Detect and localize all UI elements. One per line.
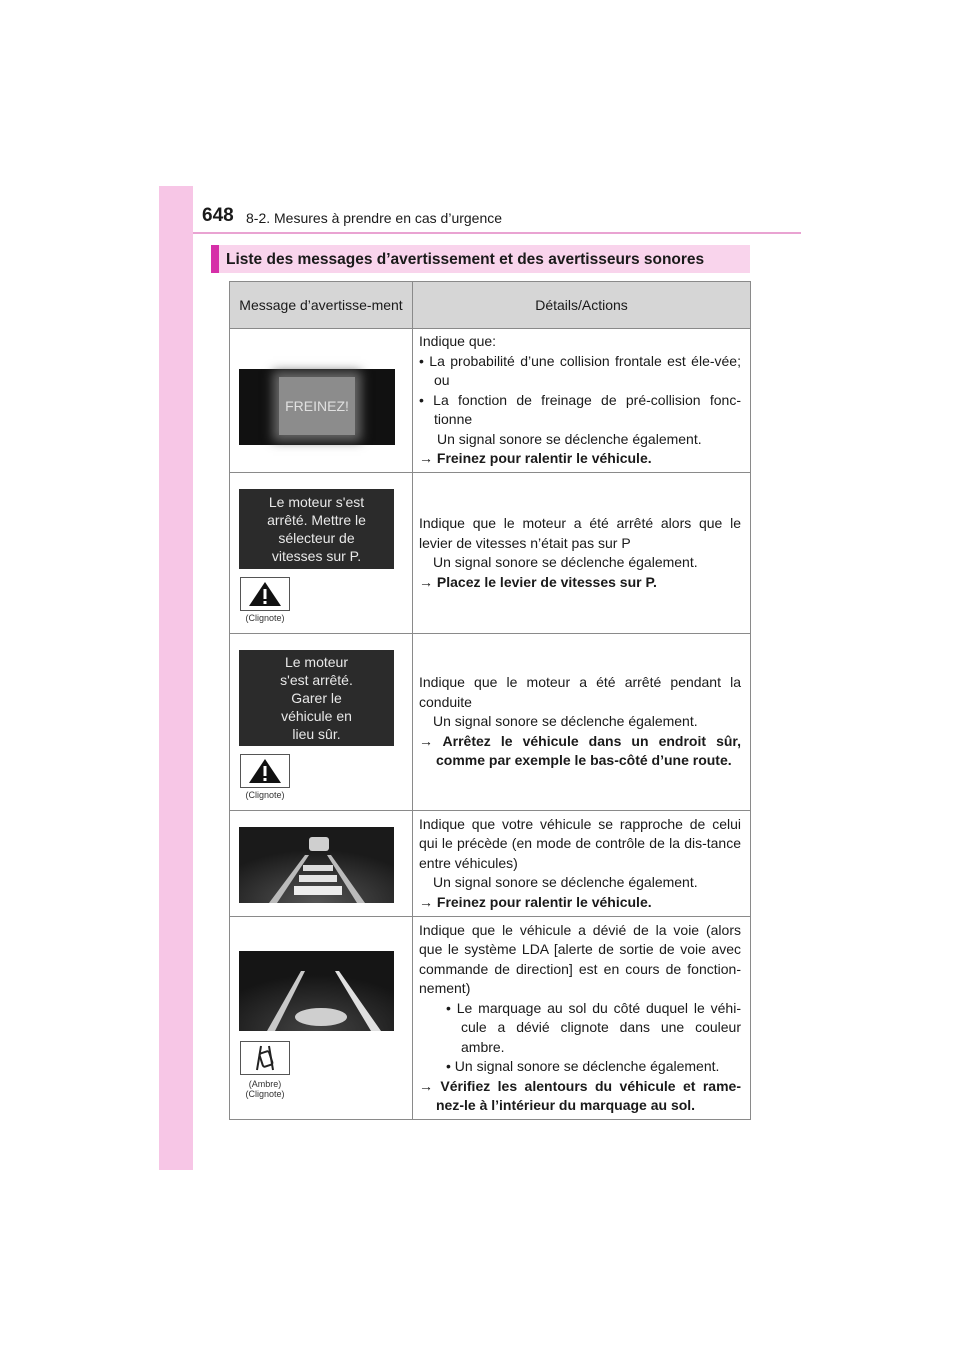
detail-sound: Un signal sonore se déclenche également. [433, 713, 698, 730]
detail-sound: Un signal sonore se déclenche également. [433, 874, 698, 891]
lane-departure-indicator-icon [240, 1041, 290, 1075]
details-cell [413, 811, 751, 917]
col-header-message: Message d’avertisse-ment [230, 282, 413, 329]
message-cell [230, 473, 413, 634]
detail-action: → Vérifiez les alentours du véhicule et rame-nez-le à l’intérieur du marquage au sol. [419, 1077, 741, 1113]
banner-accent [211, 245, 219, 273]
details-cell [413, 473, 751, 634]
display-message: Le moteur s'est arrêté. Mettre le sélecteur de vitesses sur P. [267, 494, 366, 564]
detail-intro: Indique que le véhicule a dévié de la voie (alors que le système LDA [alerte de sortie de voie avec commande de direction] est en cours de fonction-nement) [419, 921, 741, 996]
blink-caption: (Clignote) [245, 1089, 285, 1099]
detail-action: → Freinez pour ralentir le véhicule. [419, 893, 652, 910]
warning-table [229, 281, 751, 1120]
lane-departure-icon [239, 951, 394, 1031]
details-cell [413, 329, 751, 473]
table-row [230, 917, 751, 1120]
detail-bullet: • La probabilité d’une collision frontale est éle-vée; ou [419, 352, 741, 389]
details-cell [413, 917, 751, 1120]
detail-action: → Arrêtez le véhicule dans un endroit sûr, comme par exemple le bas-côté d’une route. [419, 732, 741, 769]
details-cell [413, 634, 751, 811]
engine-stopped-display [239, 650, 394, 746]
brake-display [239, 369, 395, 445]
header-rule [193, 232, 801, 234]
table-header-row [230, 282, 751, 329]
table-row [230, 811, 751, 917]
section-title: 8-2. Mesures à prendre en cas d’urgence [246, 210, 503, 226]
message-cell [230, 329, 413, 473]
table-row [230, 473, 751, 634]
banner-title: Liste des messages d’avertissement et des avertisseurs sonores [226, 251, 705, 268]
detail-intro: Indique que: [419, 333, 497, 350]
brake-warning-text: FREINEZ! [279, 377, 355, 435]
section-banner [211, 245, 750, 273]
message-cell [230, 811, 413, 917]
detail-bullet: • Le marquage au sol du côté duquel le véhi-cule a dévié clignote dans une couleur ambre. [446, 999, 741, 1055]
page-number: 648 [202, 205, 234, 226]
detail-intro: Indique que le moteur a été arrêté alors que le levier de vitesses n’était pas sur P [419, 515, 741, 551]
message-cell [230, 917, 413, 1120]
table-row [230, 329, 751, 473]
distance-display [239, 827, 394, 903]
table-row [230, 634, 751, 811]
message-cell [230, 634, 413, 811]
detail-bullet: • Un signal sonore se déclenche également. [446, 1058, 720, 1074]
detail-action: → Placez le levier de vitesses sur P. [419, 573, 657, 590]
col-header-details: Détails/Actions [413, 282, 751, 329]
car-approach-icon [239, 827, 394, 903]
detail-intro: Indique que le moteur a été arrêté pendant la conduite [419, 674, 741, 710]
display-message: Le moteur s'est arrêté. Garer le véhicule en lieu sûr. [280, 654, 353, 742]
blink-caption: (Clignote) [245, 790, 285, 800]
detail-sound: Un signal sonore se déclenche également. [437, 430, 702, 447]
lane-departure-display [239, 951, 394, 1031]
detail-intro: Indique que votre véhicule se rapproche de celui qui le précède (en mode de contrôle de la dis-tance entre véhicules) [419, 815, 741, 871]
blink-caption: (Clignote) [245, 613, 285, 623]
side-tab [159, 186, 193, 1170]
engine-stopped-display [239, 489, 394, 569]
warning-triangle-icon [240, 577, 290, 611]
amber-caption: (Ambre) [248, 1079, 282, 1089]
detail-bullet: • La fonction de freinage de pré-collision fonc-tionne [419, 391, 741, 428]
warning-triangle-icon [240, 754, 290, 788]
detail-sound: Un signal sonore se déclenche également. [433, 554, 698, 570]
detail-action: → Freinez pour ralentir le véhicule. [419, 450, 652, 467]
